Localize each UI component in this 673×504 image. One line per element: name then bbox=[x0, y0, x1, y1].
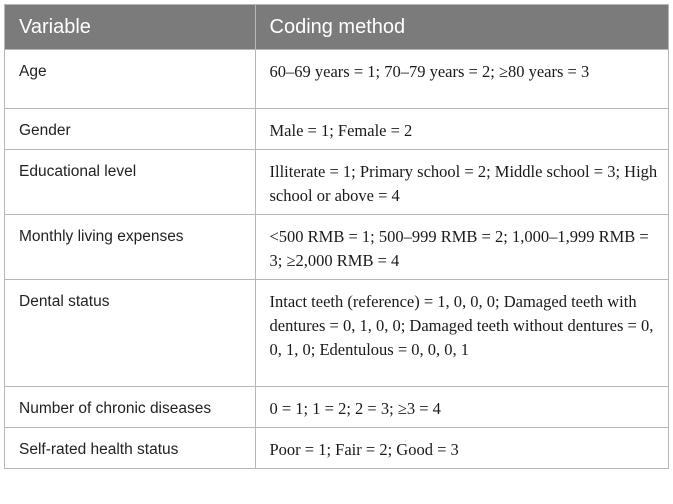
table-row bbox=[5, 428, 668, 469]
coding-cell: Male = 1; Female = 2 bbox=[255, 109, 668, 150]
variable-cell: Monthly living expenses bbox=[5, 215, 255, 280]
coding-cell: Poor = 1; Fair = 2; Good = 3 bbox=[255, 428, 668, 469]
table-row bbox=[5, 280, 668, 387]
coding-cell: 60–69 years = 1; 70–79 years = 2; ≥80 years = 3 bbox=[255, 50, 668, 109]
coding-table-container bbox=[4, 4, 669, 469]
coding-cell: <500 RMB = 1; 500–999 RMB = 2; 1,000–1,999 RMB = 3; ≥2,000 RMB = 4 bbox=[255, 215, 668, 280]
variable-cell: Gender bbox=[5, 109, 255, 150]
table-row bbox=[5, 50, 668, 109]
column-header-coding-method: Coding method bbox=[255, 5, 668, 50]
table-row bbox=[5, 387, 668, 428]
coding-cell: Intact teeth (reference) = 1, 0, 0, 0; Damaged teeth with dentures = 0, 1, 0, 0; Damaged teeth without dentures = 0, 0, 1, 0; Edentulous = 0, 0, 0, 1 bbox=[255, 280, 668, 387]
variable-cell: Self-rated health status bbox=[5, 428, 255, 469]
column-header-variable: Variable bbox=[5, 5, 255, 50]
table-header-row bbox=[5, 5, 668, 50]
coding-table bbox=[5, 5, 668, 468]
variable-cell: Age bbox=[5, 50, 255, 109]
table-row bbox=[5, 150, 668, 215]
table-row bbox=[5, 215, 668, 280]
coding-cell: Illiterate = 1; Primary school = 2; Middle school = 3; High school or above = 4 bbox=[255, 150, 668, 215]
variable-cell: Dental status bbox=[5, 280, 255, 387]
table-row bbox=[5, 109, 668, 150]
variable-cell: Number of chronic diseases bbox=[5, 387, 255, 428]
coding-cell: 0 = 1; 1 = 2; 2 = 3; ≥3 = 4 bbox=[255, 387, 668, 428]
variable-cell: Educational level bbox=[5, 150, 255, 215]
